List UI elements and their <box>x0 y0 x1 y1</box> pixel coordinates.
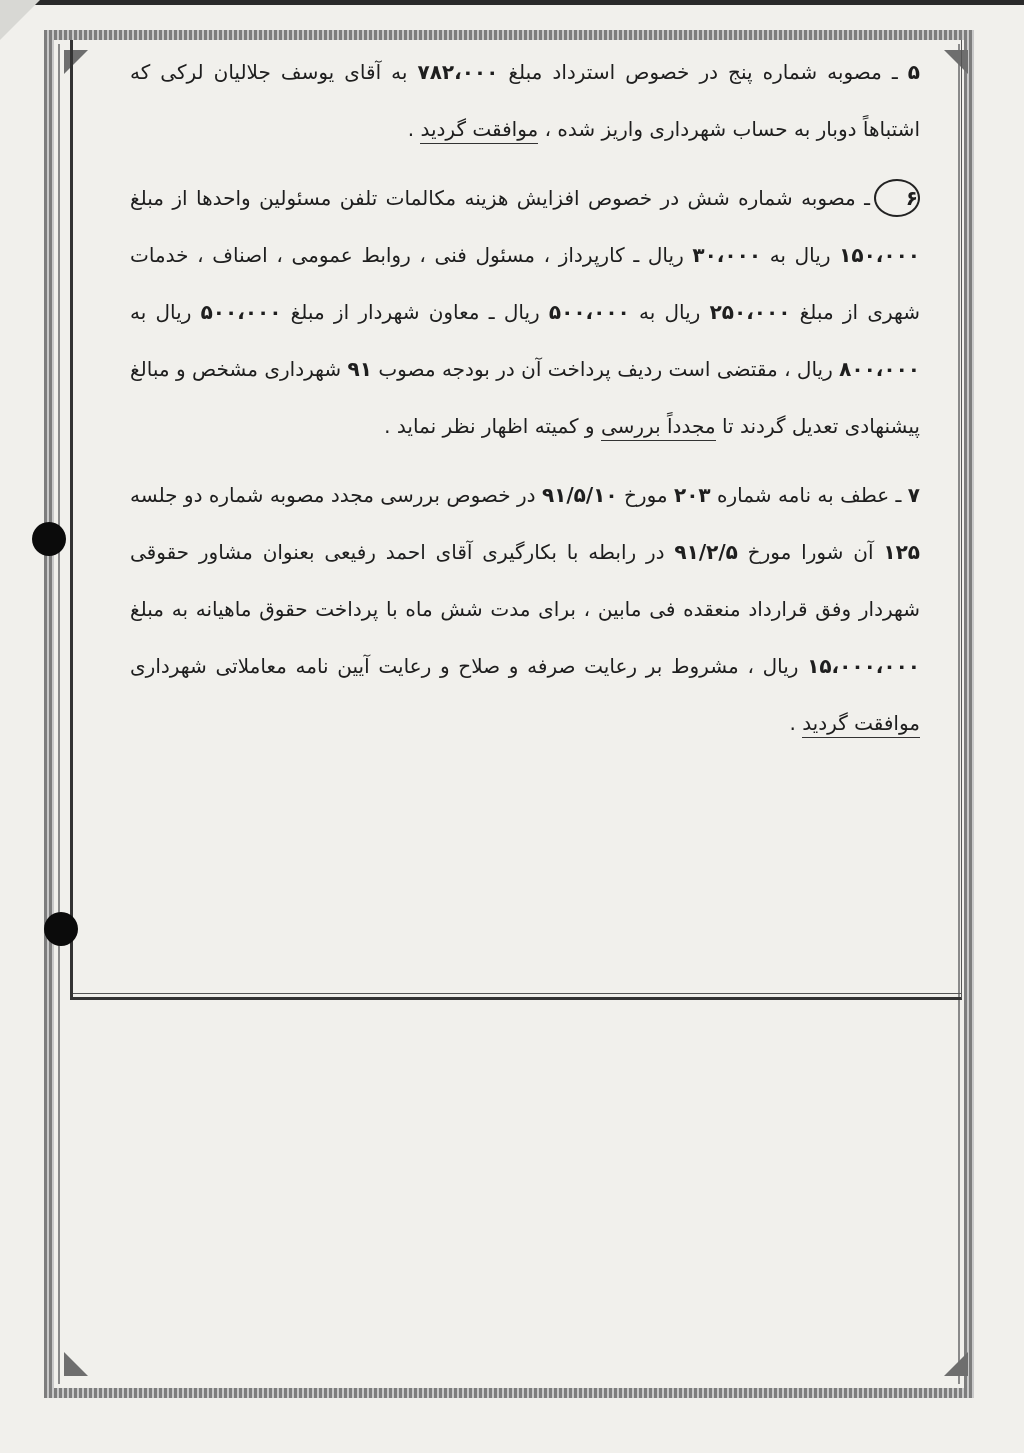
binder-hole-icon <box>32 522 66 556</box>
amount: ۵۰۰،۰۰۰ <box>548 300 630 324</box>
decision-underlined: موافقت گردید <box>420 117 538 144</box>
budget-year: ۹۱ <box>347 357 372 381</box>
amount: ۵۰۰،۰۰۰ <box>200 300 282 324</box>
letter-date: ۹۱/۵/۱۰ <box>541 483 618 507</box>
amount: ۷۸۲،۰۰۰ <box>417 60 499 84</box>
resolution-7: ۷ ـ عطف به نامه شماره ۲۰۳ مورخ ۹۱/۵/۱۰ در خصوص بررسی مجدد مصوبه شماره دو جلسه ۱۲۵ آن شورا مورخ ۹۱/۲/۵ در رابطه با بکارگیری آقای احمد رفیعی بعنوان مشاور حقوقی شهردار وفق قرارداد منعقده فی مابین ، برای مدت شش ماه با پرداخت حقوق ماهیانه به مبلغ ۱۵،۰۰۰،۰۰۰ ریال ، مشروط بر رعایت صرفه و صلاح و رعایت آیین نامه معاملاتی شهرداری موافقت گردید . <box>130 467 920 752</box>
folded-corner <box>0 0 40 40</box>
frame-corner-bottom-left <box>64 1352 88 1376</box>
minutes-text <box>130 44 920 764</box>
amount: ۱۵۰،۰۰۰ <box>839 243 920 267</box>
decision-underlined: مجدداً بررسی <box>601 414 716 441</box>
resolution-5: ۵ ـ مصوبه شماره پنج در خصوص استرداد مبلغ ۷۸۲،۰۰۰ به آقای یوسف جلالیان لرکی که اشتباهاً دوبار به حساب شهرداری واریز شده ، موافقت گردید . <box>130 44 920 158</box>
amount: ۲۵۰،۰۰۰ <box>709 300 791 324</box>
item-number: ۷ <box>907 483 921 507</box>
scan-top-edge <box>0 0 1024 5</box>
resolution-6: ۶ـ مصوبه شماره شش در خصوص افزایش هزینه مکالمات تلفن مسئولین واحدها از مبلغ ۱۵۰،۰۰۰ ریال به ۳۰،۰۰۰ ریال ـ کارپرداز ، مسئول فنی ، روابط عمومی ، اصناف ، خدمات شهری از مبلغ ۲۵۰،۰۰۰ ریال به ۵۰۰،۰۰۰ ریال ـ معاون شهردار از مبلغ ۵۰۰،۰۰۰ ریال به ۸۰۰،۰۰۰ ریال ، مقتضی است ردیف پرداخت آن در بودجه مصوب ۹۱ شهرداری مشخص و مبالغ پیشنهادی تعدیل گردند تا مجدداً بررسی و کمیته اظهار نظر نماید . <box>130 170 920 455</box>
circled-item-number: ۶ <box>874 179 920 217</box>
item-number: ۵ <box>907 60 920 84</box>
decision-underlined: موافقت گردید <box>802 711 920 738</box>
letter-number: ۲۰۳ <box>674 483 711 507</box>
amount: ۱۵،۰۰۰،۰۰۰ <box>807 654 920 678</box>
session-number: ۱۲۵ <box>883 540 920 564</box>
amount: ۸۰۰،۰۰۰ <box>839 357 921 381</box>
session-date: ۹۱/۲/۵ <box>674 540 738 564</box>
amount: ۳۰،۰۰۰ <box>692 243 762 267</box>
binder-hole-icon <box>44 912 78 946</box>
frame-corner-bottom-right <box>944 1352 968 1376</box>
